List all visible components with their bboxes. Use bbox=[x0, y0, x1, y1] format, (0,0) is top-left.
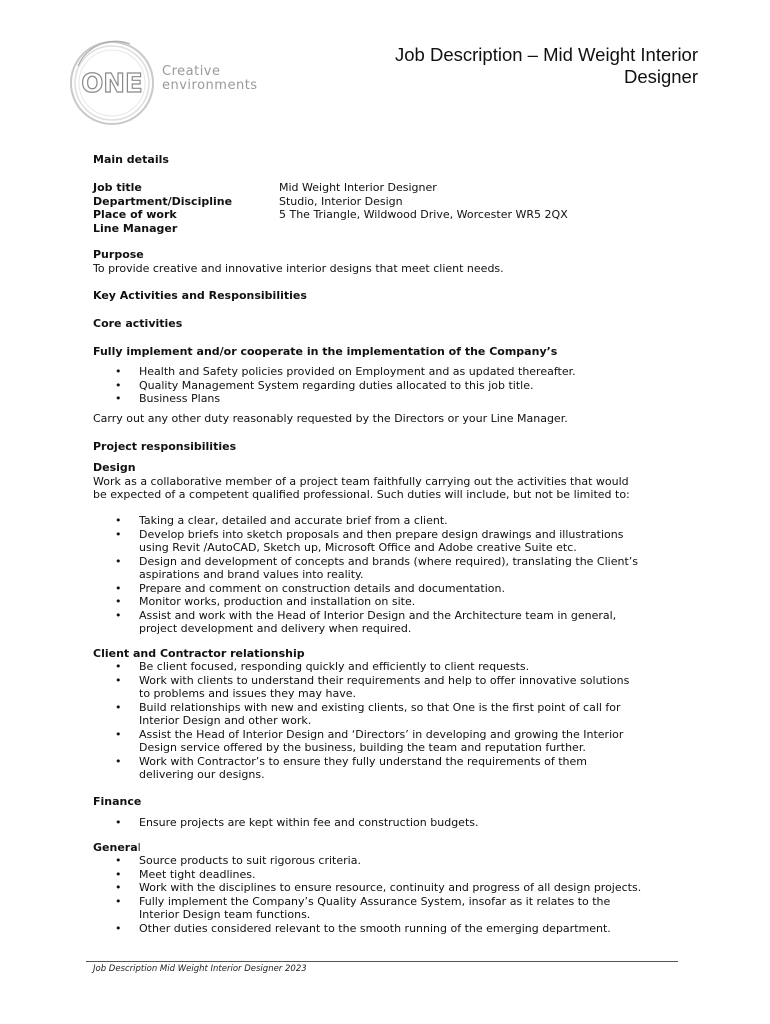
list-item bbox=[93, 555, 638, 582]
list-item bbox=[93, 922, 641, 936]
list-item bbox=[93, 582, 638, 596]
list-item bbox=[93, 701, 629, 728]
list-item bbox=[93, 609, 638, 636]
footer-divider bbox=[86, 961, 678, 962]
design-list bbox=[93, 514, 638, 636]
list-item bbox=[93, 895, 641, 922]
list-item-line: • Work with the disciplines to ensure resource, continuity and progress of all design projects. bbox=[139, 881, 642, 894]
design-intro-line: be expected of a competent qualified professional. Such duties will include, but not be limited to: bbox=[93, 488, 630, 501]
list-item-line: Design service offered by the business, building the team and reputation further. bbox=[139, 741, 586, 754]
core-activities-heading: Core activities bbox=[93, 317, 183, 330]
purpose-heading: Purpose bbox=[93, 248, 144, 261]
general-heading-rest: l bbox=[137, 841, 141, 854]
list-item-line: aspirations and brand values into reality. bbox=[139, 568, 364, 581]
list-item bbox=[93, 755, 629, 782]
purpose-section bbox=[93, 248, 504, 275]
page-footer: Job Description Mid Weight Interior Designer 2023 bbox=[93, 964, 307, 974]
detail-row bbox=[93, 222, 568, 236]
detail-value: Studio, Interior Design bbox=[279, 194, 403, 208]
general-list bbox=[93, 854, 641, 935]
page-title bbox=[395, 44, 698, 88]
detail-row bbox=[93, 208, 568, 222]
list-item-line: project development and delivery when required. bbox=[139, 622, 412, 635]
list-item-line: • Other duties considered relevant to the smooth running of the emerging department. bbox=[139, 921, 611, 935]
design-heading: Design bbox=[93, 461, 136, 474]
list-item bbox=[93, 728, 629, 755]
design-intro-line: Work as a collaborative member of a project team faithfully carrying out the activities that would bbox=[93, 474, 629, 488]
logo-tagline bbox=[162, 65, 258, 93]
list-item-line: • Work with Contractor’s to ensure they fully understand the requirements of them bbox=[139, 754, 587, 768]
project-responsibilities-heading: Project responsibilities bbox=[93, 440, 237, 453]
list-item bbox=[93, 660, 629, 674]
list-item bbox=[93, 514, 638, 528]
client-heading: Client and Contractor relationship bbox=[93, 647, 305, 660]
list-item: • Business Plans bbox=[93, 392, 576, 406]
detail-key: Job title bbox=[93, 181, 142, 194]
logo-ring-icon bbox=[70, 36, 165, 130]
list-item-line: • Build relationships with new and existing clients, so that One is the first point of call for bbox=[139, 700, 621, 714]
detail-key: Place of work bbox=[93, 208, 177, 221]
key-activities-heading: Key Activities and Responsibilities bbox=[93, 289, 307, 302]
list-item-line: • Meet tight deadlines. bbox=[139, 867, 256, 881]
implement-note: Carry out any other duty reasonably requested by the Directors or your Line Manager. bbox=[93, 412, 568, 425]
list-item bbox=[93, 868, 641, 882]
list-item-line: • Assist and work with the Head of Interior Design and the Architecture team in general, bbox=[139, 608, 617, 622]
list-item-line: • Prepare and comment on construction details and documentation. bbox=[139, 581, 505, 595]
detail-value: 5 The Triangle, Wildwood Drive, Worcester WR5 2QX bbox=[279, 208, 568, 221]
detail-value: Mid Weight Interior Designer bbox=[279, 181, 437, 194]
list-item-line: • Be client focused, responding quickly and efficiently to client requests. bbox=[139, 660, 530, 673]
list-item-line: using Revit /AutoCAD, Sketch up, Microsoft Office and Adobe creative Suite etc. bbox=[139, 541, 577, 554]
list-item bbox=[93, 854, 641, 868]
list-item-line: • Fully implement the Company’s Quality Assurance System, insofar as it relates to the bbox=[139, 894, 611, 908]
list-item-line: Interior Design and other work. bbox=[139, 714, 312, 727]
finance-list bbox=[93, 816, 479, 830]
detail-row bbox=[93, 181, 568, 195]
client-list bbox=[93, 660, 629, 782]
general-heading bbox=[93, 841, 141, 855]
company-logo bbox=[70, 36, 270, 130]
detail-key: Department/Discipline bbox=[93, 194, 233, 208]
list-item-line: • Develop briefs into sketch proposals and then prepare design drawings and illustrations bbox=[139, 527, 624, 541]
implement-heading: Fully implement and/or cooperate in the implementation of the Company’s bbox=[93, 345, 558, 358]
list-item-line: Interior Design team functions. bbox=[139, 908, 311, 921]
list-item-line: • Assist the Head of Interior Design and ‘Directors’ in developing and growing the Interior bbox=[139, 727, 624, 741]
list-item-line: to problems and issues they may have. bbox=[139, 687, 356, 700]
list-item-line: • Source products to suit rigorous criteria. bbox=[139, 854, 361, 867]
list-item bbox=[93, 595, 638, 609]
general-heading-bold: Genera bbox=[93, 841, 138, 854]
list-item: • Ensure projects are kept within fee and construction budgets. bbox=[93, 816, 479, 830]
list-item bbox=[93, 528, 638, 555]
purpose-text: To provide creative and innovative interior designs that meet client needs. bbox=[93, 261, 504, 275]
list-item bbox=[93, 674, 629, 701]
page-title-line1: Job Description – Mid Weight Interior bbox=[395, 44, 698, 65]
logo-tagline-line1: Creative bbox=[162, 64, 221, 79]
list-item-line: • Work with clients to understand their requirements and help to offer innovative solutions bbox=[139, 673, 630, 687]
logo-tagline-line2: environments bbox=[162, 78, 258, 93]
logo-mark: ONE bbox=[81, 69, 143, 99]
list-item-line: • Taking a clear, detailed and accurate brief from a client. bbox=[139, 514, 448, 527]
main-details-heading: Main details bbox=[93, 153, 169, 166]
finance-heading: Finance bbox=[93, 795, 142, 808]
page-title-line2: Designer bbox=[623, 66, 698, 87]
implement-list bbox=[93, 365, 576, 406]
detail-key: Line Manager bbox=[93, 221, 178, 235]
list-item-line: • Design and development of concepts and brands (where required), translating the Client’s bbox=[139, 554, 638, 568]
detail-row bbox=[93, 195, 568, 209]
list-item bbox=[93, 881, 641, 895]
list-item-line: delivering our designs. bbox=[139, 768, 265, 781]
list-item-line: • Monitor works, production and installation on site. bbox=[139, 595, 416, 608]
list-item: • Health and Safety policies provided on Employment and as updated thereafter. bbox=[93, 365, 576, 379]
list-item: • Quality Management System regarding duties allocated to this job title. bbox=[93, 379, 576, 393]
design-section bbox=[93, 461, 630, 502]
main-details-table bbox=[93, 181, 568, 235]
